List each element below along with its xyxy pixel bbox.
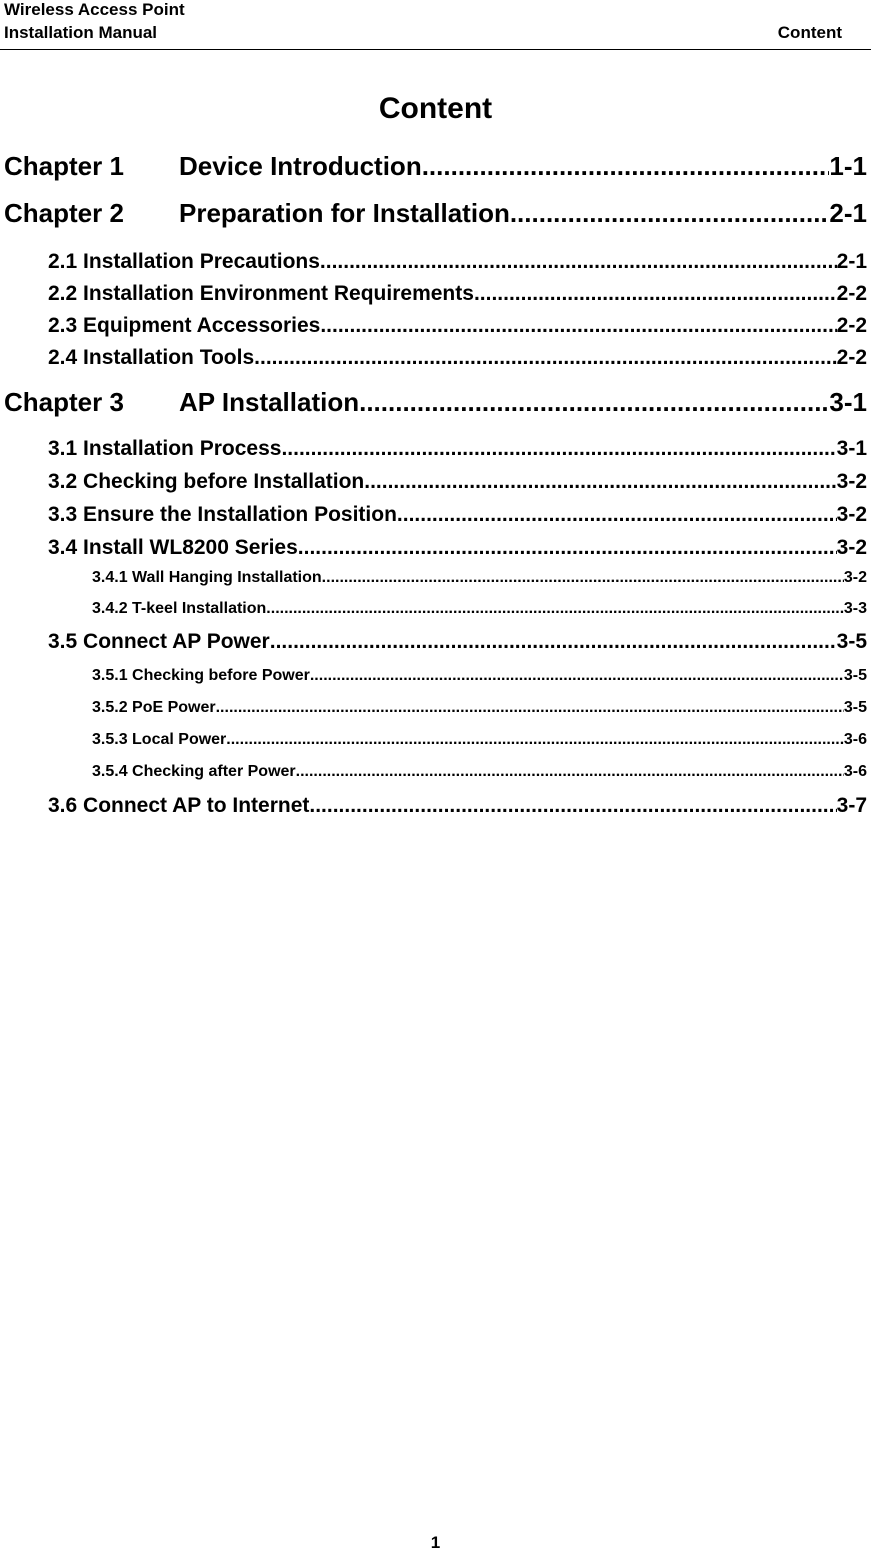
toc-entry-title: 3.5.2 PoE Power [92,699,216,716]
toc-page-number: 2-2 [836,346,867,369]
toc-leader-dots [364,469,836,495]
toc-entry-2-4[interactable] [48,345,867,371]
toc-entry-title: Device Introduction [179,151,422,181]
toc-entry-3-4-2[interactable] [92,599,867,619]
toc-chapter-number: Chapter 2 [4,198,124,228]
toc-entry-title: 3.2 Checking before Installation [48,470,365,493]
toc-entry-3-5-4[interactable] [92,762,867,782]
toc-entry-title: 3.6 Connect AP to Internet [48,794,310,817]
toc-leader-dots [270,629,837,655]
toc-leader-dots [298,535,837,561]
toc-entry-3-4[interactable] [48,535,867,561]
toc-entry-3-5-2[interactable] [92,698,867,718]
header-manual-name: Installation Manual [4,23,158,42]
toc-entry-title: 3.4 Install WL8200 Series [48,536,298,559]
toc-entry-3-3[interactable] [48,502,867,528]
page-title: Content [378,92,493,125]
toc-leader-dots [296,762,844,782]
toc-page-number: 3-1 [836,437,867,460]
toc-entry-title: 3.5.4 Checking after Power [92,763,296,780]
toc-entry-title: 3.4.1 Wall Hanging Installation [92,569,322,586]
toc-entry-chapter-3[interactable] [4,386,867,418]
toc-page-number: 2-1 [836,250,867,273]
toc-leader-dots [310,666,844,686]
toc-page-number: 2-1 [829,198,867,228]
toc-entry-3-5-3[interactable] [92,730,867,750]
toc-entry-title: Preparation for Installation [179,198,510,228]
toc-entry-3-5[interactable] [48,629,867,655]
toc-entry-title: 3.4.2 T-keel Installation [92,600,267,617]
toc-page-number: 3-5 [843,699,867,716]
toc-leader-dots [359,386,829,418]
toc-leader-dots [266,599,844,619]
toc-leader-dots [320,313,836,339]
toc-entry-2-2[interactable] [48,281,867,307]
toc-page-number: 2-2 [836,282,867,305]
toc-page-number: 3-7 [836,794,867,817]
toc-entry-title: 3.1 Installation Process [48,437,282,460]
toc-page-number: 3-1 [829,387,867,417]
header-divider [0,49,871,50]
toc-entry-chapter-2[interactable] [4,197,867,229]
toc-entry-3-1[interactable] [48,436,867,462]
header-section-name: Content [777,23,842,42]
toc-leader-dots [281,436,836,462]
toc-page-number: 3-3 [843,600,867,617]
toc-entry-title: 2.2 Installation Environment Requirements [48,282,474,305]
toc-page-number: 3-5 [843,667,867,684]
toc-entry-title: 3.3 Ensure the Installation Position [48,503,397,526]
toc-entry-title: 2.4 Installation Tools [48,346,255,369]
toc-leader-dots [320,249,837,275]
toc-entry-title: AP Installation [179,387,360,417]
toc-entry-title: 2.3 Equipment Accessories [48,314,321,337]
toc-entry-2-1[interactable] [48,249,867,275]
toc-page-number: 2-2 [836,314,867,337]
toc-page-number: 3-6 [843,763,867,780]
toc-page-number: 3-2 [843,569,867,586]
header-product-name: Wireless Access Point [4,0,185,19]
toc-entry-3-2[interactable] [48,469,867,495]
toc-page-number: 3-2 [836,503,867,526]
toc-leader-dots [322,568,844,588]
toc-leader-dots [397,502,837,528]
toc-leader-dots [216,698,844,718]
toc-leader-dots [226,730,844,750]
toc-entry-title: 2.1 Installation Precautions [48,250,320,273]
toc-entry-2-3[interactable] [48,313,867,339]
toc-entry-title: 3.5.1 Checking before Power [92,667,310,684]
toc-page-number: 3-5 [836,630,867,653]
toc-leader-dots [422,150,830,182]
toc-page-number: 3-2 [836,470,867,493]
toc-leader-dots [474,281,837,307]
toc-page-number: 1-1 [829,151,867,181]
toc-page-number: 3-2 [836,536,867,559]
toc-entry-3-5-1[interactable] [92,666,867,686]
toc-page-number: 3-6 [843,731,867,748]
toc-entry-3-4-1[interactable] [92,568,867,588]
toc-entry-3-6[interactable] [48,793,867,819]
toc-chapter-number: Chapter 1 [4,151,124,181]
page-number: 1 [430,1533,441,1552]
toc-leader-dots [510,197,830,229]
toc-chapter-number: Chapter 3 [4,387,124,417]
toc-leader-dots [254,345,836,371]
toc-entry-chapter-1[interactable] [4,150,867,182]
toc-entry-title: 3.5.3 Local Power [92,731,227,748]
toc-leader-dots [309,793,836,819]
toc-entry-title: 3.5 Connect AP Power [48,630,270,653]
